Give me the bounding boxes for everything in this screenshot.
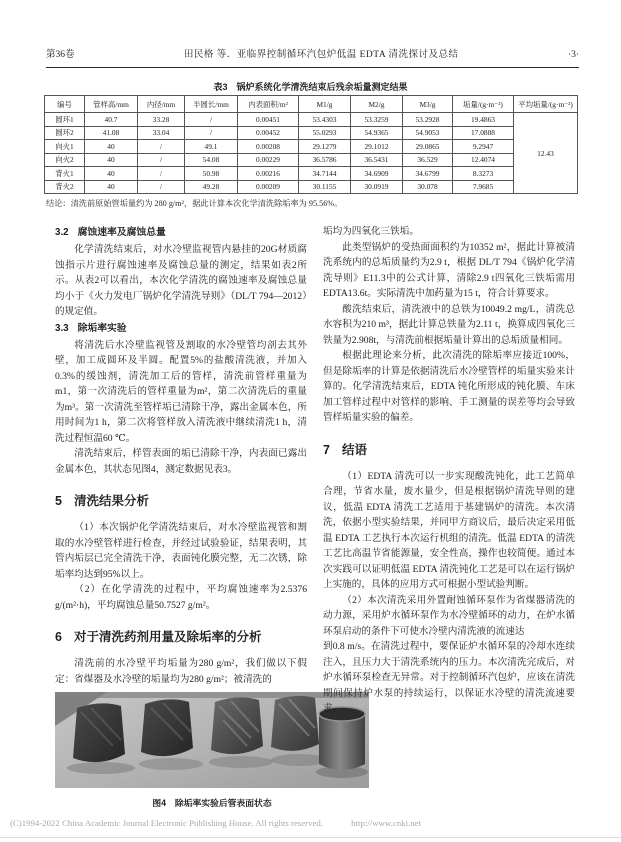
- table-cell: 40: [85, 180, 138, 194]
- table-cell: 0.00209: [238, 180, 299, 194]
- table-cell: 33.04: [138, 126, 185, 140]
- table-header-cell: M2/g: [351, 96, 403, 113]
- photo-top-band: [55, 692, 369, 698]
- table-header-cell: 编号: [45, 96, 85, 113]
- paragraph: （2）本次清洗采用外置耐蚀循环泵作为省煤器清洗的动力源，采用炉水循环泵作为水冷壁循环的动力，在炉水循环泵启动的条件下可使水冷壁内清洗液的流速达: [323, 594, 575, 637]
- pipe-sample-shell: [271, 696, 319, 751]
- paragraph-wrapped: 到0.8 m/s。在清洗过程中，要保证炉水循环泵的冷却水连续注入，且压力大于清洗系统内的压力。本次清洗完成后，对炉水循环泵检查无异常。对于控制循环汽包炉，应该在清洗期间保持炉水泵的持续运行，以保证水冷壁的清洗流速要求。: [323, 641, 575, 714]
- table-cell: 50.98: [185, 167, 238, 181]
- table-cell: 12.4074: [453, 153, 514, 167]
- table-cell: 53.4303: [299, 113, 351, 127]
- pipe-sample-shell: [73, 703, 125, 762]
- table-cell: 54.9053: [403, 126, 453, 140]
- section-heading-3-2: [55, 225, 307, 241]
- section-number: 3.2: [55, 227, 69, 238]
- pipe-sample-shell: [211, 697, 263, 754]
- section-number: 3.3: [55, 322, 69, 334]
- table-cell: 34.7144: [299, 167, 351, 181]
- table-cell: 54.9365: [351, 126, 403, 140]
- table-cell: 54.08: [185, 153, 238, 167]
- table-cell: 向火1: [45, 140, 85, 154]
- section-title: 腐蚀速率及腐蚀总量: [77, 227, 166, 238]
- table-cell: 30.1155: [299, 180, 351, 194]
- table-header-cell: 内表面积/m²: [238, 96, 299, 113]
- table-header-cell: 管样高/mm: [85, 96, 138, 113]
- page-bottom-rule: [0, 837, 621, 838]
- table-cell: 53.2928: [403, 113, 453, 127]
- table-cell: /: [138, 153, 185, 167]
- table-cell: /: [185, 126, 238, 140]
- table-header-cell: 垢量/(g·m⁻²): [453, 96, 514, 113]
- table-cell: 49.28: [185, 180, 238, 194]
- left-column: [55, 224, 307, 809]
- table-cell: 17.0888: [453, 126, 514, 140]
- paragraph: 此类型锅炉的受热面面积约为10352 m²，据此计算被清洗系统内的总垢质量约为2.9 t，根据 DL/T 794《锅炉化学清洗导则》E11.3中的公式计算，清除2.9 t四氧化三铁垢需用 EDTA13.6t。实际清洗中加药量为15 t，符合计算要求。: [323, 241, 575, 299]
- paragraph: （1）EDTA 清洗可以一步实现酸洗钝化，此工艺简单合理，节省水量，废水量少，但是根据锅炉清洗导则的建议，低温 EDTA 清洗工艺适用于基建锅炉的清洗。本次清洗，依据小型实验结果，并同甲方商议后，最后决定采用低温 EDTA 工艺执行本次运行机组的清洗。低温 EDTA 的清洗工艺比高温节省能源量，安全性高，操作也较简便。通过本次实践可以证明低温 EDTA 清洗钝化工艺是可以在运行锅炉上实施的，具体的应用方式可根据小型试验判断。: [323, 470, 575, 590]
- table-cell: 34.6909: [351, 167, 403, 181]
- table-cell: 0.00452: [238, 126, 299, 140]
- table-cell: 30.0919: [351, 180, 403, 194]
- table-header-cell: M1/g: [299, 96, 351, 113]
- section-heading-7: [323, 442, 575, 458]
- table-cell: 40: [85, 140, 138, 154]
- table-cell: 0.00229: [238, 153, 299, 167]
- table-cell: 40: [85, 153, 138, 167]
- section-title: 除垢率实验: [77, 322, 127, 334]
- table-header-cell: M3/g: [403, 96, 453, 113]
- table-cell: 55.0293: [299, 126, 351, 140]
- table-cell-average: 12.43: [514, 113, 578, 194]
- table-cell: 0.00216: [238, 167, 299, 181]
- table-cell: 49.1: [185, 140, 238, 154]
- table-caption: 表3 锅炉系统化学清洗结束后残余垢量测定结果: [213, 82, 408, 92]
- paragraph: 根据此理论来分析，此次清洗的除垢率应接近100%，但是除垢率的计算是依据清洗后水冷壁管样的垢量实验来计算的。化学清洗结束后，EDTA 钝化所形成的钝化膜、车床加工管样过程中对管样的影响、手工测量的误差等均会导致管样垢量实验的偏差。: [323, 350, 575, 423]
- page-number: ·3·: [567, 50, 579, 60]
- table-cell: /: [138, 180, 185, 194]
- paragraph: 化学清洗结束后，对水冷壁监视管内悬挂的20G材质腐蚀指示片进行腐蚀速率及腐蚀总量的测定，结果如表2所示。从表2可以看出，本次化学清洗的腐蚀速率及腐蚀总量均小于《火力发电厂锅炉化学清洗导则》（DL/T 794—2012）的规定值。: [55, 244, 307, 317]
- paragraph: 将清洗后水冷壁监视管及割取的水冷壁管均剖去其外壁，加工成圆环及半圆。配置5%的盐酸清洗液，并加入0.3%的缓蚀剂，清洗加工后的管样，清洗前管样重量为m1，第一次清洗后的管样重量为m²，第二次清洗后的重量为m³。第一次清洗至管样垢已清除干净，露出金属本色，所用时间为1 h，第二次将管样放入清洗液中继续清洗1 h，清洗过程恒温60 ℃。: [55, 339, 307, 444]
- paragraph: 清洗前的水冷壁平均垢量为280 g/m²，我们做以下假定：省煤器及水冷壁的垢量均为280 g/m²；被清洗的: [55, 658, 307, 685]
- table-cell: 53.3259: [351, 113, 403, 127]
- table-header-row: [45, 96, 578, 113]
- paragraph: 清洗结束后，样管表面的垢已清除干净，内表面已露出金属本色，其状态见图4，测定数据见表3。: [55, 448, 307, 475]
- table-cell: 41.08: [85, 126, 138, 140]
- table-cell: 8.3273: [453, 167, 514, 181]
- section-number: 7: [323, 442, 330, 457]
- table-cell: 背火1: [45, 167, 85, 181]
- table-cell: 29.1279: [299, 140, 351, 154]
- residual-scale-table-wrap: [44, 95, 578, 194]
- right-column: [323, 224, 575, 809]
- table-cell: 7.9685: [453, 180, 514, 194]
- table-cell: 36.5786: [299, 153, 351, 167]
- table-cell: 29.0865: [403, 140, 453, 154]
- body-columns: [55, 224, 575, 809]
- figure-4: [55, 692, 369, 809]
- table-header-cell: 内径/mm: [138, 96, 185, 113]
- table-cell: 圆环2: [45, 126, 85, 140]
- table-row: [45, 167, 578, 181]
- table-cell: 36.5431: [351, 153, 403, 167]
- table-cell: 9.2947: [453, 140, 514, 154]
- paragraph: 酸洗结束后，清洗液中的总铁为10049.2 mg/L，清洗总水容积为210 m³，据此计算总铁量为2.11 t，换算成四氧化三铁量为2.908t，与清洗前根据垢量计算出的总垢质量相同。: [323, 303, 575, 346]
- pipe-sample-shell: [141, 699, 193, 756]
- table-row: [45, 113, 578, 127]
- residual-scale-table: [44, 95, 578, 194]
- footer: [10, 818, 611, 828]
- table-cell: 29.1012: [351, 140, 403, 154]
- table-cell: 34.6799: [403, 167, 453, 181]
- table-cell: 0.00451: [238, 113, 299, 127]
- table-cell: /: [138, 140, 185, 154]
- table-header-cell: 半圆长/mm: [185, 96, 238, 113]
- table-cell: 19.4863: [453, 113, 514, 127]
- table-cell: 40.7: [85, 113, 138, 127]
- section-heading-3-3: [55, 321, 307, 337]
- table-row: [45, 140, 578, 154]
- table-cell: 40: [85, 167, 138, 181]
- paragraph: 垢均为四氧化三铁垢。: [323, 226, 419, 237]
- volume-label: 第36卷: [46, 50, 75, 60]
- table-cell: 33.28: [138, 113, 185, 127]
- table-cell: 30.078: [403, 180, 453, 194]
- table-row: [45, 153, 578, 167]
- section-title: 对于清洗药剂用量及除垢率的分析: [73, 630, 262, 644]
- table-row: [45, 180, 578, 194]
- table-cell: 背火2: [45, 180, 85, 194]
- footer-copyright: (C)1994-2022 China Academic Journal Electronic Publishing House. All rights reserved.: [10, 818, 323, 828]
- section-title: 结语: [341, 442, 367, 457]
- section-number: 5: [55, 494, 62, 508]
- footer-url: http://www.cnki.net: [351, 818, 421, 828]
- section-number: 6: [55, 630, 62, 644]
- section-heading-6: [55, 629, 307, 645]
- paragraph: （1）本次锅炉化学清洗结束后，对水冷壁监视管和割取的水冷壁管样进行检查，并经过试验验证，结果表明，其管内垢层已完全清洗干净，表面钝化膜完整，无二次锈，除垢率均达到95%以上。: [55, 522, 307, 580]
- figure-photo: [55, 692, 369, 788]
- section-heading-5: [55, 493, 307, 509]
- table-cell: /: [185, 113, 238, 127]
- paragraph: （2）在化学清洗的过程中，平均腐蚀速率为2.5376 g/(m²·h)，平均腐蚀总量50.7527 g/m²。: [55, 584, 307, 611]
- paper-title: 田民格 等．亚临界控制循环汽包炉低温 EDTA 清洗探讨及总结: [183, 50, 459, 60]
- section-title: 清洗结果分析: [73, 494, 149, 508]
- table-cell: 向火2: [45, 153, 85, 167]
- table-cell: 0.00208: [238, 140, 299, 154]
- table-row: [45, 126, 578, 140]
- figure-caption: 图4 除垢率实验后管表面状态: [152, 798, 272, 808]
- page-running-header: [46, 46, 579, 68]
- table-conclusion-note: 结论：清洗前原始管垢量约为 280 g/m²，据此计算本次化学清洗除垢率为 95.56%。: [46, 199, 343, 208]
- table-header-cell: 平均垢量/(g·m⁻²): [514, 96, 578, 113]
- table-cell: /: [138, 167, 185, 181]
- table-cell: 36.529: [403, 153, 453, 167]
- table-cell: 圆环1: [45, 113, 85, 127]
